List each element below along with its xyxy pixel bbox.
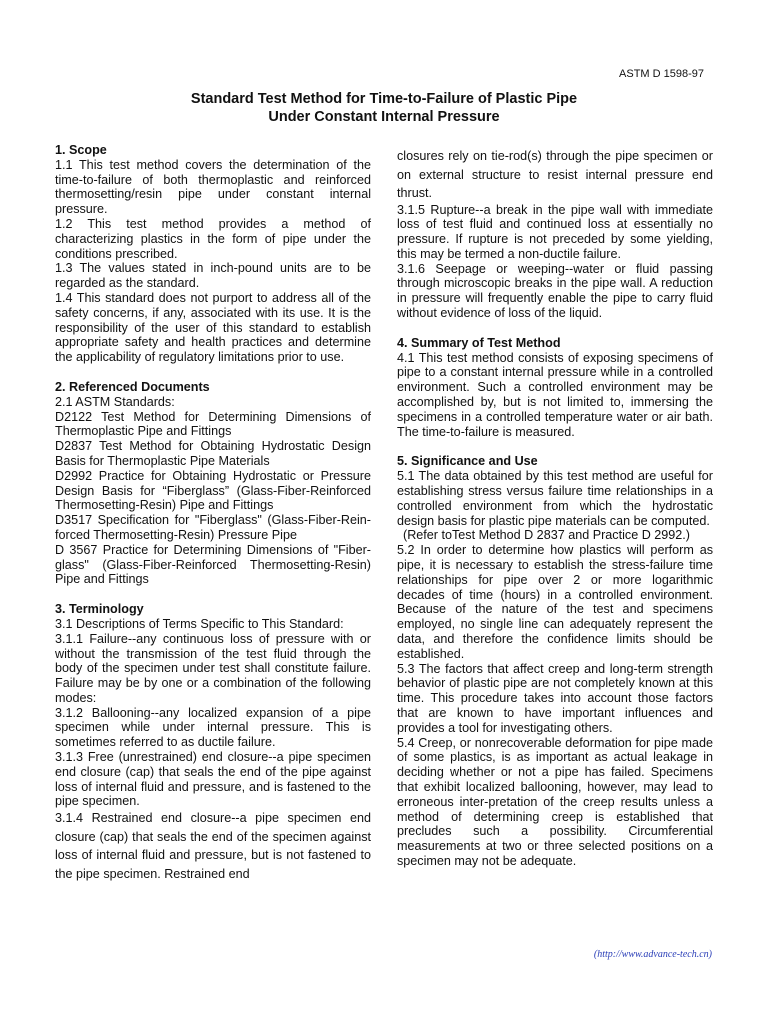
paragraph-5-1-reference: (Refer toTest Method D 2837 and Practice D 2992.) — [403, 528, 691, 543]
paragraph-5-1: 5.1 The data obtained by this test method are useful for establishing stress versus failure time relationships in a controlled environment from which the hydrostatic design basis for plastic pipe materials can be computed. — [397, 469, 713, 528]
section-heading-references: 2. Referenced Documents — [55, 379, 210, 394]
paragraph-1-3: 1.3 The values stated in inch-pound units are to be regarded as the standard. — [55, 261, 371, 291]
paragraph-2-1: 2.1 ASTM Standards: — [55, 394, 175, 409]
title-line-1: Standard Test Method for Time-to-Failure of Plastic Pipe — [190, 91, 578, 107]
reference-d2122: D2122 Test Method for Determining Dimensions of Thermoplastic Pipe and Fittings — [55, 409, 371, 439]
paragraph-5-2: 5.2 In order to determine how plastics will perform as pipe, it is necessary to establish the stress-failure time relationships for pipe over 2 or more logarithmic decades of time (hours) in a controlled environment. Because of the nature of the test and specimens employed, no single line can adequately represent the data, and therefore the confidence limits should be established. — [397, 543, 713, 661]
right-column — [397, 147, 713, 869]
paragraph-3-1-6: 3.1.6 Seepage or weeping--water or fluid passing through microscopic breaks in the pipe wall. A reduction in pressure will frequently enable the pipe to carry fluid without evidence of loss of the liquid. — [397, 261, 713, 321]
section-heading-scope: 1. Scope — [55, 143, 107, 157]
paragraph-3-1-2: 3.1.2 Ballooning--any localized expansion of a pipe specimen while under internal pressure. This is sometimes referred to as ductile failure. — [55, 705, 371, 750]
title-line-2: Under Constant Internal Pressure — [268, 109, 500, 125]
paragraph-3-1-3: 3.1.3 Free (unrestrained) end closure--a pipe specimen end closure (cap) that seals the end of the pipe against loss of internal fluid and pressure, and is fastened to the pipe specimen. — [55, 750, 371, 809]
document-code: ASTM D 1598-97 — [619, 68, 704, 80]
paragraph-3-1-5: 3.1.5 Rupture--a break in the pipe wall with immediate loss of test fluid and continued loss at essentially no pressure. If rupture is not preceded by some yielding, this may be termed a non-ductile failure. — [397, 202, 713, 261]
paragraph-3-1-4-continued: closures rely on tie-rod(s) through the pipe specimen or on external structure to resist internal pressure end thrust. — [397, 149, 713, 200]
section-heading-summary: 4. Summary of Test Method — [397, 335, 561, 350]
section-heading-terminology: 3. Terminology — [55, 602, 144, 617]
reference-d3517: D3517 Specification for "Fiberglass" (Glass-Fiber-Rein-forced Thermosetting-Resin) Pressure Pipe — [55, 513, 371, 542]
footer-url: (http://www.advance-tech.cn) — [593, 949, 712, 960]
section-heading-significance: 5. Significance and Use — [397, 454, 538, 469]
reference-d2992: D2992 Practice for Obtaining Hydrostatic or Pressure Design Basis for “Fiberglass” (Glass-Fiber-Reinforced Thermosetting-Resin) Pipe and Fittings — [55, 468, 371, 513]
reference-d2837: D2837 Test Method for Obtaining Hydrostatic Design Basis for Thermoplastic Pipe Materials — [55, 439, 371, 468]
left-column — [55, 143, 371, 883]
paragraph-1-1: 1.1 This test method covers the determination of the time-to-failure of both thermoplastic and reinforced thermosetting/resin pipe under constant internal pressure. — [55, 157, 371, 217]
document-title — [0, 90, 768, 126]
paragraph-1-2: 1.2 This test method provides a method of characterizing plastics in the form of pipe under the conditions prescribed. — [55, 216, 371, 261]
paragraph-3-1-4: 3.1.4 Restrained end closure--a pipe specimen end closure (cap) that seals the end of the specimen against loss of internal fluid and pressure, but is not fastened to the pipe specimen. Restrained end — [55, 811, 371, 881]
paragraph-5-4: 5.4 Creep, or nonrecoverable deformation for pipe made of some plastics, is as important as actual leakage in deciding whether or not a pipe has failed. Specimens that exhibit localized ballooning, however, may lead to erroneous inter-pretation of the creep results unless a method of determining creep is established that precludes such a possibility. Circumferential measurements at two or three selected positions on a specimen may not be adequate. — [397, 735, 713, 868]
paragraph-3-1-1: 3.1.1 Failure--any continuous loss of pressure with or without the transmission of the test fluid through the body of the specimen under test shall constitute failure. Failure may be by one or a combination of the following modes: — [55, 631, 371, 705]
paragraph-5-3: 5.3 The factors that affect creep and long-term strength behavior of plastic pipe are not completely known at this time. This procedure takes into account those factors that are known to have important influences and provides a tool for investigating others. — [397, 661, 713, 735]
paragraph-4-1: 4.1 This test method consists of exposing specimens of pipe to a constant internal pressure while in a controlled environment. Such a controlled environment may be accomplished by, but is not limited to, immersing the specimens in a controlled temperature water or air bath. The time-to-failure is measured. — [397, 350, 713, 439]
paragraph-3-1: 3.1 Descriptions of Terms Specific to This Standard: — [55, 616, 344, 631]
paragraph-1-4: 1.4 This standard does not purport to address all of the safety concerns, if any, associated with its use. It is the responsibility of the user of this standard to establish appropriate safety and health practices and determine the applicability of regulatory limitations prior to use. — [55, 290, 371, 365]
reference-d3567: D 3567 Practice for Determining Dimensions of "Fiber-glass" (Glass-Fiber-Reinforced Thermosetting-Resin) Pipe and Fittings — [55, 542, 371, 587]
